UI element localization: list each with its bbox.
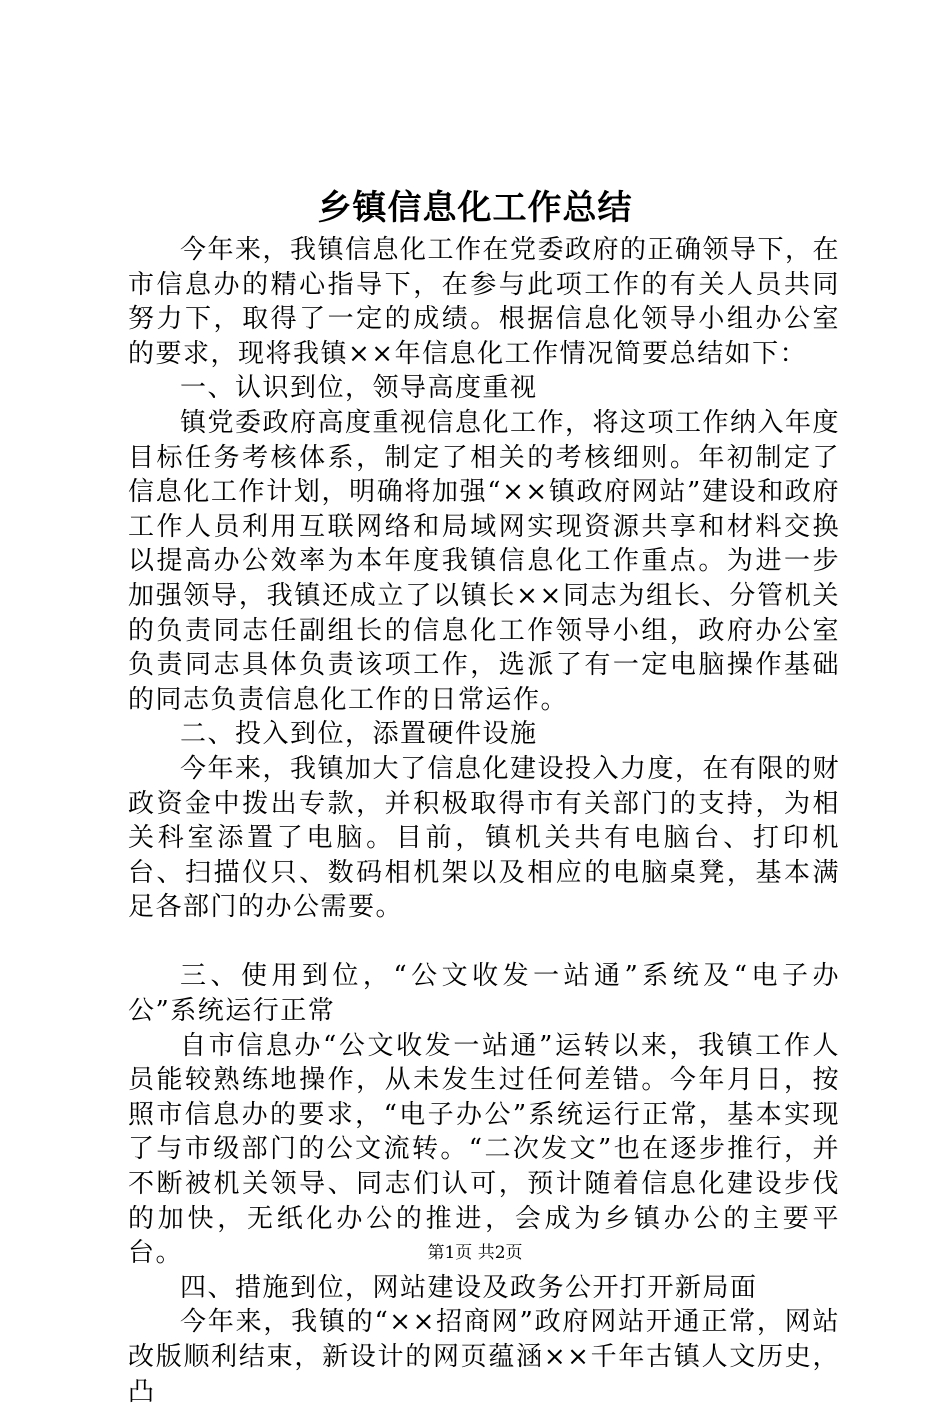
section-heading-2: 二、投入到位，添置硬件设施 <box>180 719 538 750</box>
paragraph-section-3: 自市信息办“公文收发一站通”运转以来，我镇工作人员能较熟练地操作，从未发生过任何差错。今年月日，按照市信息办的要求，“电子办公”系统运行正常，基本实现了与市级部门的公文流转。“二次发文”也在逐步推行，并不断被机关领导、同志们认可，预计随着信息化建设步伐的加快，无纸化办公的推进，会成为乡镇办公的主要平台。 <box>128 1030 840 1269</box>
section-heading-4: 四、措施到位，网站建设及政务公开打开新局面 <box>180 1272 758 1303</box>
document-title: 乡镇信息化工作总结 <box>317 188 633 228</box>
document-body <box>128 233 840 1409</box>
paragraph-section-4: 今年来，我镇的“××招商网”政府网站开通正常，网站改版顺利结束，新设计的网页蕴涵××千年古镇人文历史，凸 <box>128 1307 840 1407</box>
section-heading-3: 三、使用到位，“公文收发一站通”系统及“电子办公”系统运行正常 <box>128 961 840 1027</box>
paragraph-section-1: 镇党委政府高度重视信息化工作，将这项工作纳入年度目标任务考核体系，制定了相关的考核细则。年初制定了信息化工作计划，明确将加强“××镇政府网站”建设和政府工作人员利用互联网络和局域网实现资源共享和材料交换以提高办公效率为本年度我镇信息化工作重点。为进一步加强领导，我镇还成立了以镇长××同志为组长、分管机关的负责同志任副组长的信息化工作领导小组，政府办公室负责同志具体负责该项工作，选派了有一定电脑操作基础的同志负责信息化工作的日常运作。 <box>128 407 841 715</box>
blank-line <box>128 925 840 960</box>
section-heading-1: 一、认识到位，领导高度重视 <box>180 373 538 404</box>
paragraph-intro: 今年来，我镇信息化工作在党委政府的正确领导下，在市信息办的精心指导下，在参与此项工作的有关人员共同努力下，取得了一定的成绩。根据信息化领导小组办公室的要求，现将我镇××年信息化工作情况简要总结如下： <box>128 235 841 369</box>
paragraph-section-2: 今年来，我镇加大了信息化建设投入力度，在有限的财政资金中拨出专款，并积极取得市有关部门的支持，为相关科室添置了电脑。目前，镇机关共有电脑台、打印机台、扫描仪只、数码相机架以及相应的电脑桌凳，基本满足各部门的办公需要。 <box>128 753 841 923</box>
page-number-footer: 第1页 共2页 <box>427 1243 523 1263</box>
